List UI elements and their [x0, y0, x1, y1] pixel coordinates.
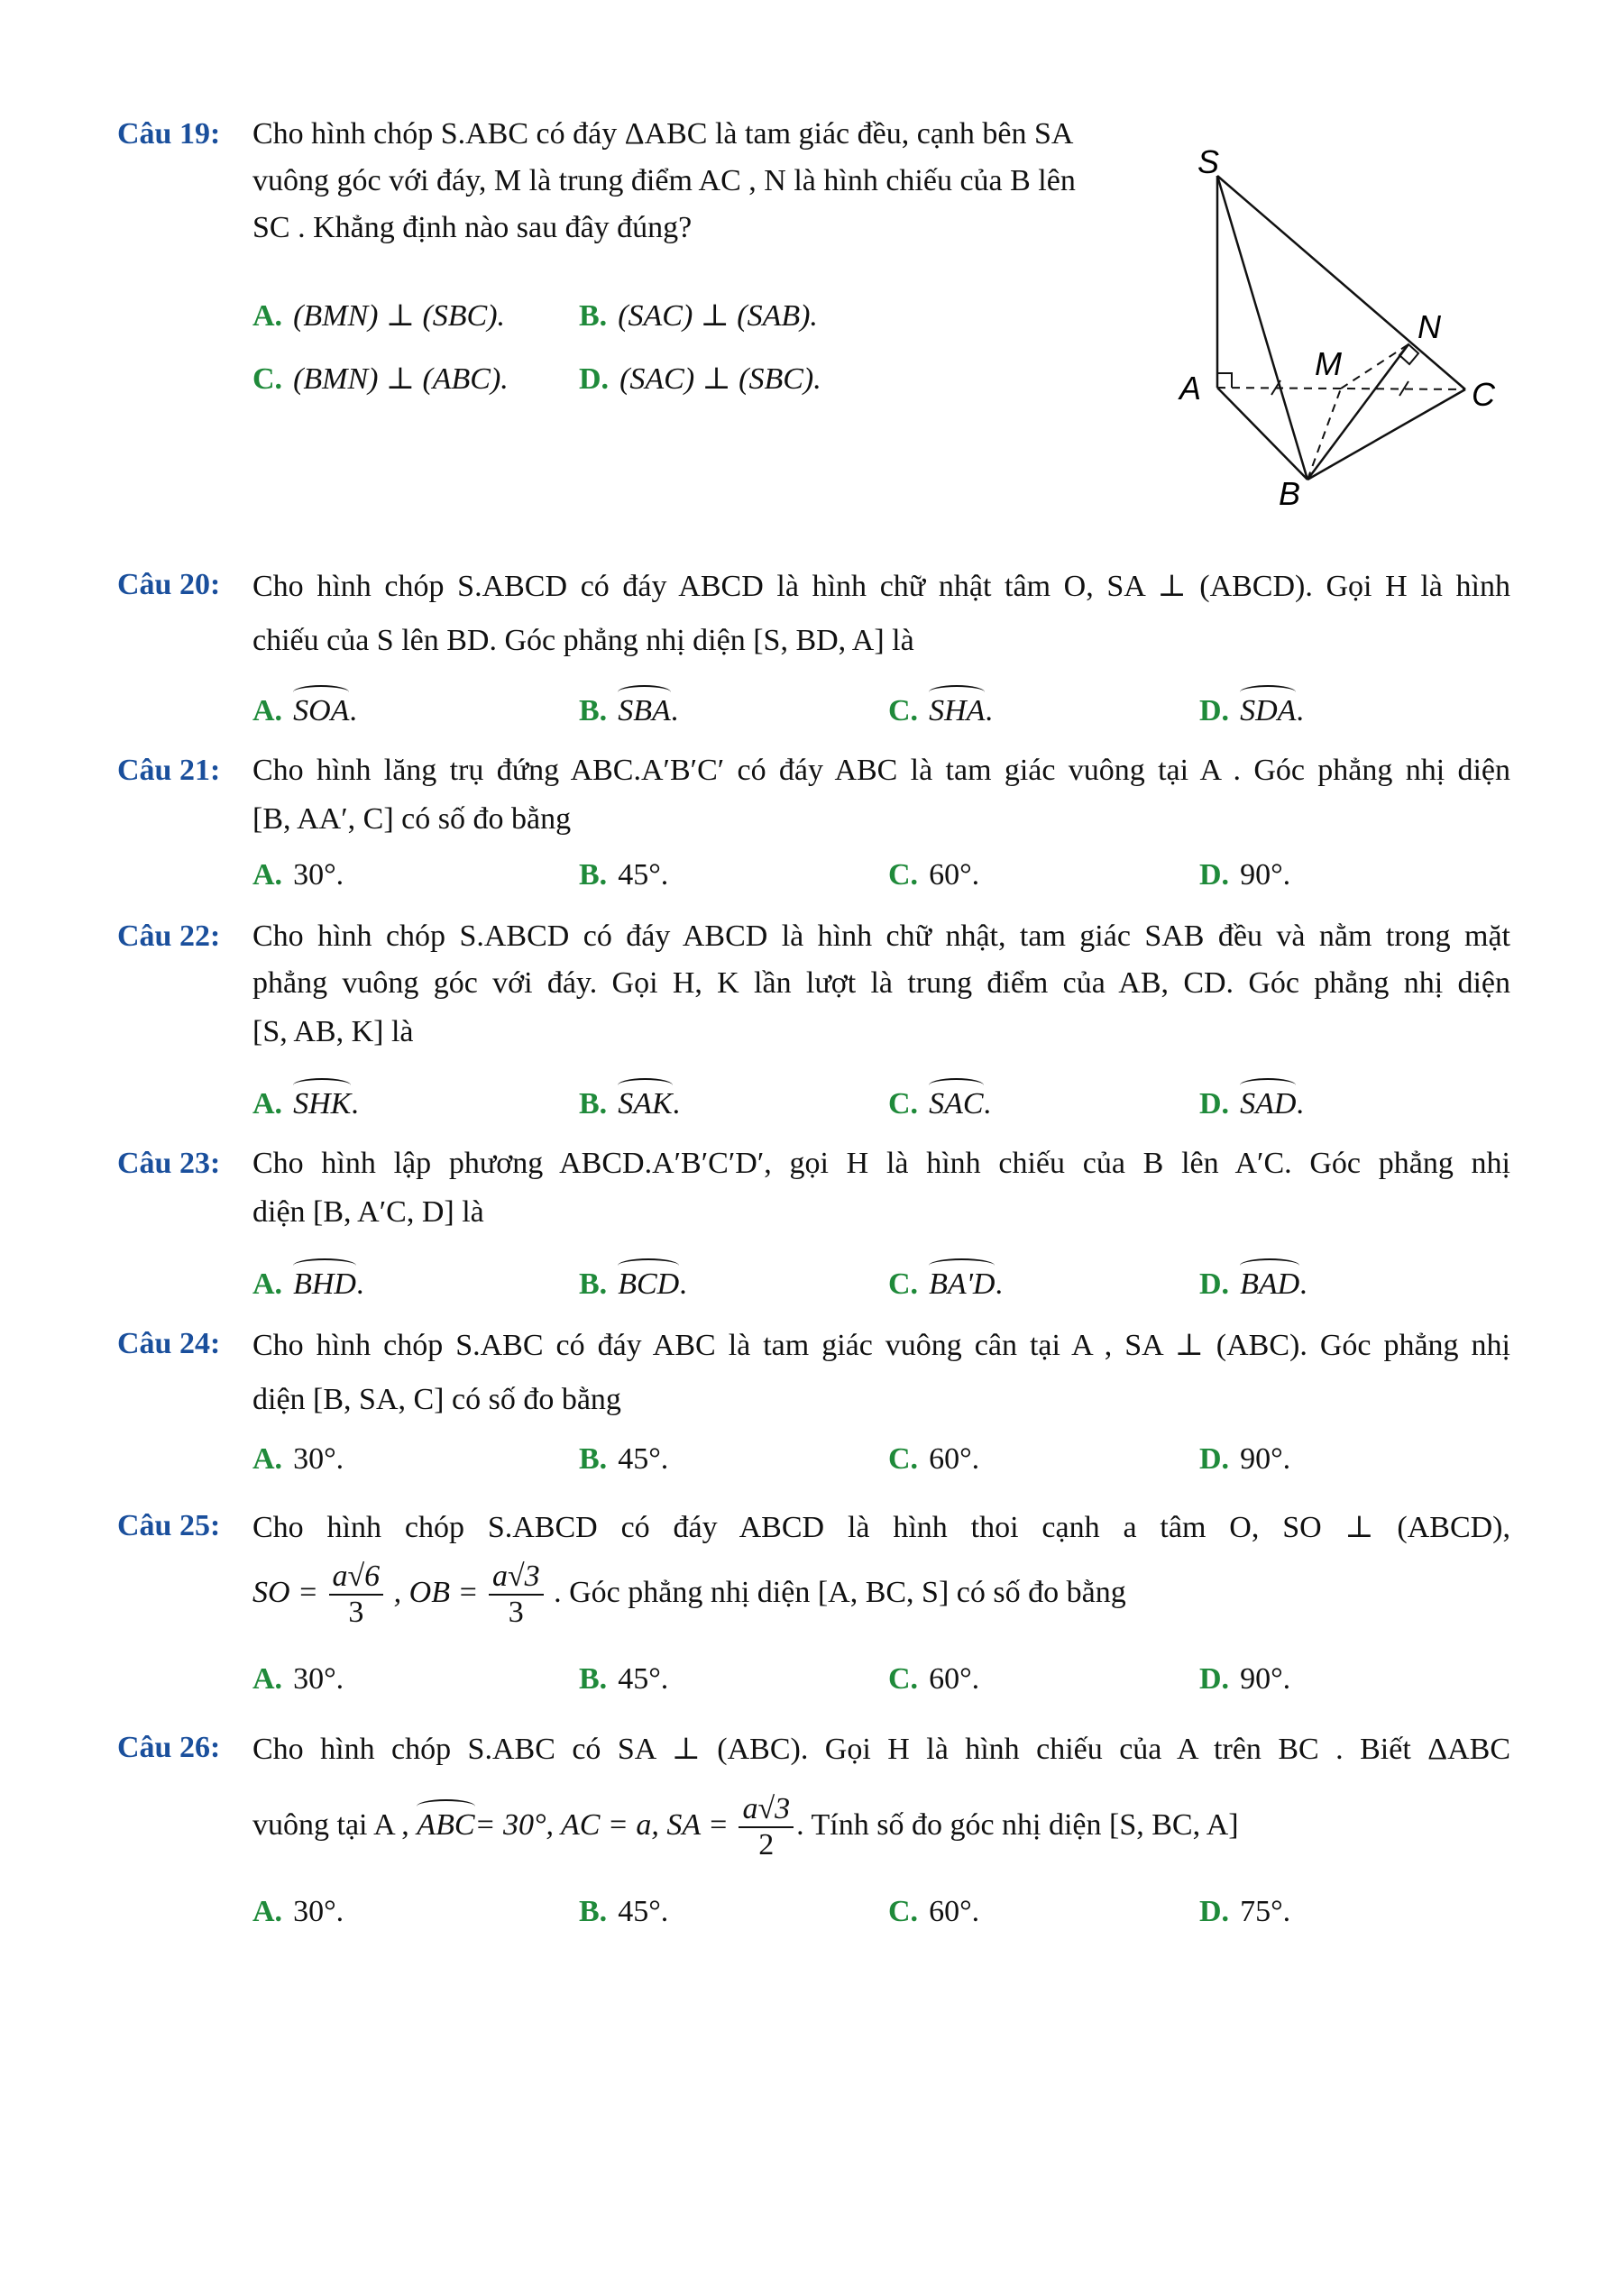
question-text-formula: vuông tại A , ABC= 30°, AC = a, SA = $\frac{a√3}{2}$ . Tính số đo góc nhị diện [S, BC, A] [252, 1792, 1239, 1861]
question-text-formula: SO = $\frac{a√6}{3}$ , OB = $\frac{a√3}{3}$ . Góc phẳng nhị diện [A, BC, S] có số đo bằng [252, 1560, 1126, 1629]
pyramid-figure [1163, 144, 1524, 523]
question-label: Câu 22: [117, 919, 221, 953]
option-c[interactable]: C. SAC. [888, 1078, 991, 1121]
edge-bc [1307, 389, 1465, 480]
question-label: Câu 23: [117, 1147, 221, 1180]
option-d[interactable]: D. SAD. [1199, 1078, 1304, 1121]
question-text: Cho hình chóp S.ABC có đáy ABC là tam giác vuông cân tại A , SA ⊥ (ABC). Góc phẳng nhị [252, 1329, 1510, 1362]
question-label: Câu 19: [117, 117, 221, 151]
question-text: Cho hình chóp S.ABCD có đáy ABCD là hình thoi cạnh a tâm O, SO ⊥ (ABCD), [252, 1511, 1510, 1544]
option-a[interactable]: A. SHK. [252, 1078, 359, 1121]
option-a[interactable]: A. BHD. [252, 1258, 363, 1302]
option-c[interactable]: C. (BMN) ⊥ (ABC). [252, 362, 509, 396]
label-b: B [1279, 475, 1301, 512]
option-a[interactable]: A. (BMN) ⊥ (SBC). [252, 299, 506, 333]
label-n: N [1418, 308, 1441, 345]
segment-bm [1307, 389, 1341, 480]
label-m: M [1315, 345, 1342, 382]
option-b[interactable]: B. 45°. [579, 858, 669, 892]
question-text: Cho hình chóp S.ABC có SA ⊥ (ABC). Gọi H là hình chiếu của A trên BC . Biết ΔABC [252, 1733, 1510, 1766]
question-text: [S, AB, K] là [252, 1015, 414, 1048]
question-text: diện [B, A′C, D] là [252, 1195, 484, 1229]
option-d[interactable]: D. 90°. [1199, 1662, 1291, 1696]
question-label: Câu 20: [117, 568, 221, 601]
option-d[interactable]: D. 90°. [1199, 858, 1291, 892]
option-c[interactable]: C. SHA. [888, 685, 993, 728]
question-label: Câu 26: [117, 1731, 221, 1764]
option-a[interactable]: A. 30°. [252, 858, 344, 892]
question-text: Cho hình lăng trụ đứng ABC.A′B′C′ có đáy ABC là tam giác vuông tại A . Góc phẳng nhị diện [252, 754, 1510, 787]
option-b[interactable]: B. 45°. [579, 1662, 669, 1696]
option-a[interactable]: A. 30°. [252, 1442, 344, 1476]
question-text: phẳng vuông góc với đáy. Gọi H, K lần lượt là trung điểm của AB, CD. Góc phẳng nhị diện [252, 966, 1510, 1000]
question-text: Cho hình chóp S.ABC có đáy ΔABC là tam giác đều, cạnh bên SA [252, 117, 1074, 151]
option-b[interactable]: B. 45°. [579, 1442, 669, 1476]
question-text: chiếu của S lên BD. Góc phẳng nhị diện [S, BD, A] là [252, 624, 914, 657]
question-text: vuông góc với đáy, M là trung điểm AC , N là hình chiếu của B lên [252, 164, 1076, 197]
question-text: SC . Khẳng định nào sau đây đúng? [252, 211, 693, 244]
option-d[interactable]: D. BAD. [1199, 1258, 1307, 1302]
option-a[interactable]: A. 30°. [252, 1895, 344, 1928]
option-d[interactable]: D. 90°. [1199, 1442, 1291, 1476]
option-c[interactable]: C. 60°. [888, 1895, 980, 1928]
label-s: S [1197, 144, 1220, 180]
option-c[interactable]: C. 60°. [888, 1662, 980, 1696]
option-a[interactable]: A. 30°. [252, 1662, 344, 1696]
fraction-sa: $\frac{a√3}{2}$ [739, 1792, 794, 1862]
option-c[interactable]: C. 60°. [888, 1442, 980, 1476]
option-d[interactable]: D. SDA. [1199, 685, 1304, 728]
question-text: Cho hình chóp S.ABCD có đáy ABCD là hình chữ nhật tâm O, SA ⊥ (ABCD). Gọi H là hình [252, 570, 1510, 603]
option-a[interactable]: A. SOA. [252, 685, 357, 728]
option-b[interactable]: B. (SAC) ⊥ (SAB). [579, 299, 818, 333]
right-angle-a [1217, 373, 1232, 388]
question-text: diện [B, SA, C] có số đo bằng [252, 1383, 621, 1416]
option-c[interactable]: C. 60°. [888, 858, 980, 892]
fraction-ob: $\frac{a√3}{3}$ [489, 1560, 544, 1630]
option-d[interactable]: D. 75°. [1199, 1895, 1291, 1928]
question-label: Câu 24: [117, 1327, 221, 1360]
option-d[interactable]: D. (SAC) ⊥ (SBC). [579, 362, 821, 396]
option-b[interactable]: B. SBA. [579, 685, 678, 728]
label-c: C [1472, 376, 1495, 413]
option-b[interactable]: B. SAK. [579, 1078, 680, 1121]
question-label: Câu 25: [117, 1509, 221, 1542]
question-text: [B, AA′, C] có số đo bằng [252, 802, 572, 836]
question-text: Cho hình chóp S.ABCD có đáy ABCD là hình chữ nhật, tam giác SAB đều và nằm trong mặt [252, 919, 1510, 953]
label-a: A [1179, 370, 1202, 407]
option-b[interactable]: B. BCD. [579, 1258, 687, 1302]
angle-abc: ABC [417, 1799, 474, 1843]
option-c[interactable]: C. BA'D. [888, 1258, 1003, 1302]
segment-mn [1341, 344, 1408, 389]
question-label: Câu 21: [117, 754, 221, 787]
option-b[interactable]: B. 45°. [579, 1895, 669, 1928]
fraction-so: $\frac{a√6}{3}$ [329, 1560, 384, 1630]
question-text: Cho hình lập phương ABCD.A′B′C′D′, gọi H là hình chiếu của B lên A′C. Góc phẳng nhị [252, 1147, 1510, 1180]
